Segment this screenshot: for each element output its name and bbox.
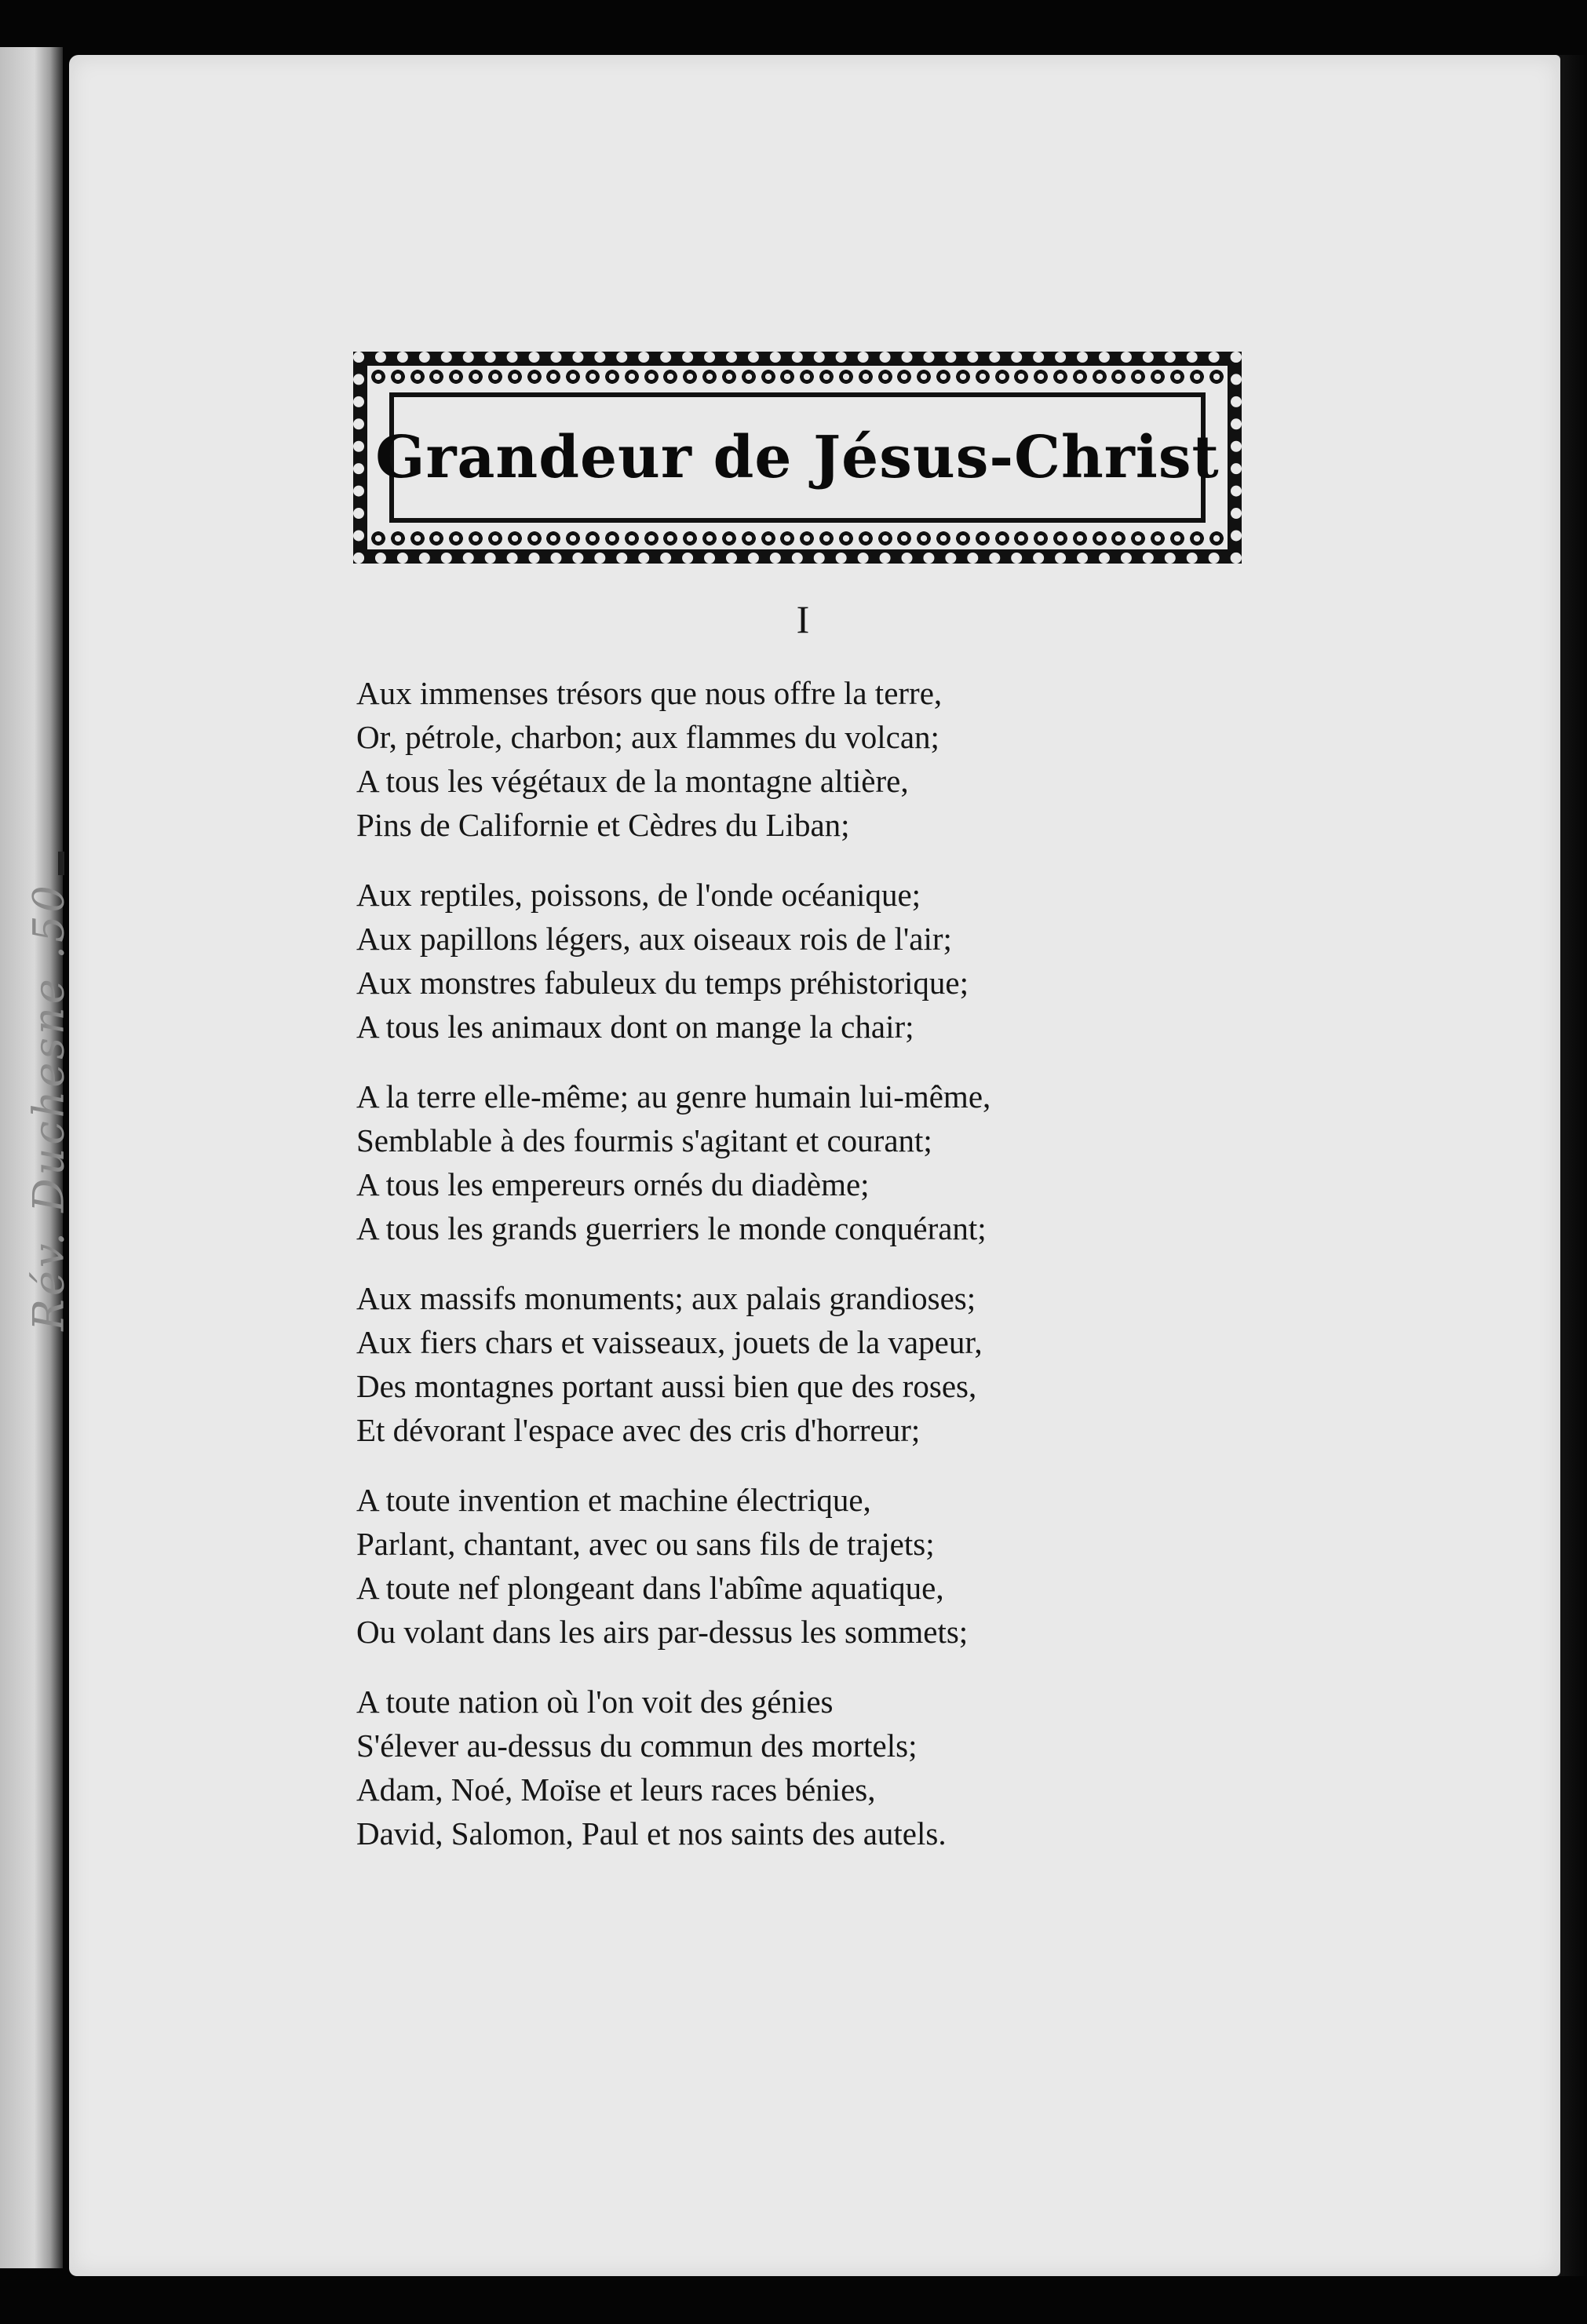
stanza <box>356 671 1259 847</box>
poem-line: Aux massifs monuments; aux palais grandioses; <box>356 1280 976 1316</box>
title-ornament-frame <box>353 352 1242 564</box>
ornament-dot <box>370 531 386 546</box>
ornament-dot <box>448 369 464 385</box>
ornament-dot <box>565 531 581 546</box>
ornament-dot <box>527 531 542 546</box>
ornament-dot <box>1033 531 1049 546</box>
poem-line: Pins de Californie et Cèdres du Liban; <box>356 807 850 843</box>
ornament-dot <box>410 369 425 385</box>
ornament-dot <box>468 369 483 385</box>
poem-line: A toute nef plongeant dans l'abîme aquatique, <box>356 1570 944 1606</box>
ornament-dot <box>585 531 600 546</box>
ornament-dot <box>662 369 678 385</box>
ornament-dot <box>585 369 600 385</box>
poem-line: David, Salomon, Paul et nos saints des autels. <box>356 1815 947 1852</box>
ornament-dot <box>1053 531 1068 546</box>
poem-line: Parlant, chantant, avec ou sans fils de trajets; <box>356 1526 935 1562</box>
ornament-dot <box>448 531 464 546</box>
ornament-dot <box>390 369 406 385</box>
ornament-dot <box>1209 531 1224 546</box>
ornament-dot <box>721 531 737 546</box>
ornament-border-top <box>370 369 1224 385</box>
ornament-dot <box>1130 531 1146 546</box>
margin-mark <box>58 852 64 875</box>
ornament-dot <box>1150 531 1166 546</box>
ornament-dot <box>1169 531 1185 546</box>
ornament-dot <box>624 531 640 546</box>
ornament-dot <box>1189 369 1205 385</box>
page-title: Grandeur de Jésus-Christ <box>375 424 1220 491</box>
ornament-dot <box>994 531 1010 546</box>
ornament-dot <box>487 369 503 385</box>
poem-line: Aux fiers chars et vaisseaux, jouets de la vapeur, <box>356 1324 983 1360</box>
ornament-dot <box>565 369 581 385</box>
ornament-dot <box>819 369 834 385</box>
poem-line: Ou volant dans les airs par-dessus les sommets; <box>356 1614 969 1650</box>
ornament-dot <box>761 531 776 546</box>
poem-line: Aux monstres fabuleux du temps préhistorique; <box>356 965 969 1001</box>
stanza <box>356 873 1259 1049</box>
ornament-dot <box>1013 531 1029 546</box>
ornament-dot <box>896 369 912 385</box>
ornament-dot <box>1072 531 1088 546</box>
ornament-dot <box>721 369 737 385</box>
poem-line: A toute invention et machine électrique, <box>356 1482 871 1518</box>
poem-line: Aux reptiles, poissons, de l'onde océanique; <box>356 877 921 913</box>
ornament-dot <box>838 531 854 546</box>
ornament-border-bottom <box>370 531 1224 546</box>
ornament-dot <box>1189 531 1205 546</box>
ornament-dot <box>1111 369 1126 385</box>
handwritten-margin-note: Rév. Duchesne .50 <box>24 882 74 1331</box>
ornament-dot <box>1013 369 1029 385</box>
ornament-dot <box>838 369 854 385</box>
poem-line: Et dévorant l'espace avec des cris d'horreur; <box>356 1412 921 1448</box>
poem-line: Aux immenses trésors que nous offre la terre, <box>356 675 943 711</box>
ornament-dot <box>877 531 893 546</box>
ornament-dot <box>741 531 757 546</box>
ornament-dot <box>896 531 912 546</box>
stanza <box>356 1680 1259 1855</box>
ornament-dot <box>779 531 795 546</box>
poem-line: A tous les empereurs ornés du diadème; <box>356 1166 870 1202</box>
document-page <box>69 55 1560 2276</box>
ornament-dot <box>507 369 523 385</box>
ornament-dot <box>545 369 561 385</box>
stanza <box>356 1478 1259 1654</box>
ornament-dot <box>390 531 406 546</box>
ornament-dot <box>936 531 951 546</box>
ornament-dot <box>604 531 620 546</box>
ornament-dot <box>975 369 991 385</box>
poem-line: A la terre elle-même; au genre humain lui-même, <box>356 1078 991 1115</box>
ornament-dot <box>1209 369 1224 385</box>
ornament-dot <box>682 369 698 385</box>
ornament-dot <box>429 369 444 385</box>
poem-line: Semblable à des fourmis s'agitant et courant; <box>356 1122 932 1158</box>
ornament-dot <box>955 369 971 385</box>
ornament-dot <box>761 369 776 385</box>
poem-line: A tous les grands guerriers le monde conquérant; <box>356 1210 987 1246</box>
ornament-dot <box>604 369 620 385</box>
stanza <box>356 1074 1259 1250</box>
ornament-dot <box>662 531 678 546</box>
section-number: I <box>796 597 810 641</box>
ornament-dot <box>916 531 932 546</box>
ornament-dot <box>1092 531 1107 546</box>
ornament-dot <box>527 369 542 385</box>
poem-line: A tous les végétaux de la montagne altière, <box>356 763 909 799</box>
ornament-dot <box>1169 369 1185 385</box>
ornament-dot <box>507 531 523 546</box>
ornament-dot <box>468 531 483 546</box>
ornament-dot <box>682 531 698 546</box>
ornament-dot <box>624 369 640 385</box>
ornament-dot <box>1053 369 1068 385</box>
ornament-dot <box>545 531 561 546</box>
ornament-dot <box>936 369 951 385</box>
poem-line: Des montagnes portant aussi bien que des roses, <box>356 1368 977 1404</box>
poem-line: S'élever au-dessus du commun des mortels; <box>356 1727 918 1764</box>
ornament-dot <box>1033 369 1049 385</box>
ornament-dot <box>429 531 444 546</box>
ornament-dot <box>819 531 834 546</box>
ornament-dot <box>410 531 425 546</box>
ornament-dot <box>1111 531 1126 546</box>
ornament-dot <box>799 531 815 546</box>
ornament-dot <box>916 369 932 385</box>
ornament-dot <box>702 369 717 385</box>
ornament-dot <box>487 531 503 546</box>
ornament-dot <box>858 369 874 385</box>
poem-line: Adam, Noé, Moïse et leurs races bénies, <box>356 1771 876 1808</box>
stanza <box>356 1276 1259 1452</box>
ornament-dot <box>702 531 717 546</box>
poem-line: Or, pétrole, charbon; aux flammes du volcan; <box>356 719 939 755</box>
ornament-dot <box>1092 369 1107 385</box>
ornament-dot <box>644 531 659 546</box>
ornament-dot <box>975 531 991 546</box>
ornament-dot <box>799 369 815 385</box>
ornament-dot <box>858 531 874 546</box>
ornament-dot <box>994 369 1010 385</box>
ornament-dot <box>1072 369 1088 385</box>
title-box <box>375 392 1220 523</box>
poem-line: Aux papillons légers, aux oiseaux rois de l'air; <box>356 921 952 957</box>
ornament-dot <box>370 369 386 385</box>
ornament-dot <box>877 369 893 385</box>
ornament-dot <box>1130 369 1146 385</box>
poem-line: A tous les animaux dont on mange la chair; <box>356 1009 914 1045</box>
ornament-dot <box>955 531 971 546</box>
ornament-dot <box>779 369 795 385</box>
ornament-dot <box>741 369 757 385</box>
poem-body <box>356 671 1259 1881</box>
ornament-dot <box>644 369 659 385</box>
ornament-dot <box>1150 369 1166 385</box>
poem-line: A toute nation où l'on voit des génies <box>356 1684 834 1720</box>
